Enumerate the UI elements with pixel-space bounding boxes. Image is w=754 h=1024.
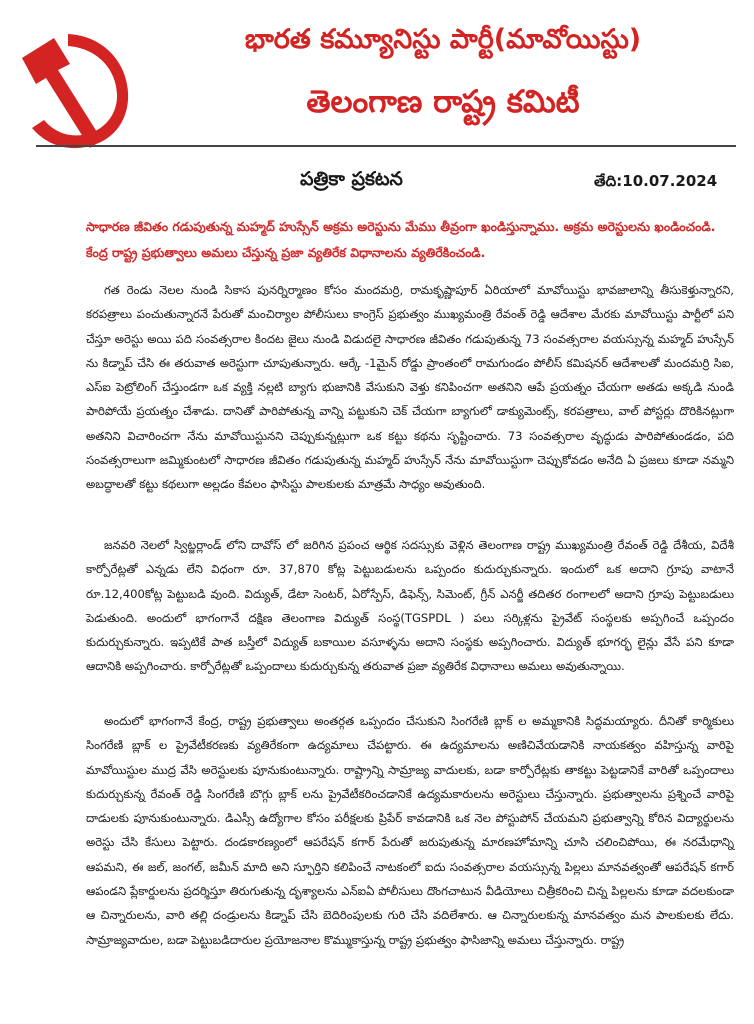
party-name: భారత కమ్యూనిస్టు పార్టీ(మావోయిస్టు) (244, 24, 642, 55)
paragraph: అందులో భాగంగానే కేంద్ర, రాష్ట్ర ప్రభుత్వాలు అంతర్గత ఒప్పందం చేసుకుని సింగరేణి బ్లాక్ ల అమ్మకానికి సిద్ధమయ్యారు. దీనితో కార్మికులు సింగరేణి బ్లాక్ ల ప్రైవేటీకరణకు వ్యతిరేకంగా ఉద్యమాలు చేపట్టారు. ఈ ఉద్యమాలను అణిచివేయడానికి నాయకత్వం వహిస్తున్న వారిపై మావోయిస్టుల ముద్ర వేసి అరెస్టులకు పూనుకుంటున్నారు. రాష్ట్రాన్ని సామ్రాజ్య వాదులకు, బడా కార్పోరేట్లకు తాకట్టు పెట్టడానికే వారితో ఒప్పందాలు కుదుర్చుకున్న రేవంత్ రెడ్డి సింగరేణి బొగ్గు బ్లాక్ లను ప్రైవేటీకరించడానికే ఉద్యమకారులను అరెస్టులు చేస్తున్నారు. ప్రభుత్వాలను ప్రశ్నించే వారిపై దాడులకు పూనుకుంటున్నారు. డిఎస్సీ ఉద్యోగాల కోసం పరీక్షలకు ప్రిపేర్ కావడానికి ఒక నెల పోస్టుపోన్ చేయమని ప్రభుత్వాన్ని కోరిన విద్యార్థులను అరెస్టు చేసి కేసులు పెట్టారు. దండకారణ్యంలో ఆపరేషన్ కగార్ పేరుతో జరుపుతున్న మారణహోమాన్ని చూసి చలించిపోయి, ఈ నరమేధాన్ని ఆపమని, ఈ జల్, జంగల్, జమీన్ మాది అని స్ఫూర్తిని కలిపించే నాటకంలో ఐదు సంవత్సరాల వయస్సున్న పిల్లలు మానవత్వంతో ఆపరేషన్ కగార్ ఆపండని ప్లేకార్డులను ప్రదర్శిస్తూ తిరుగుతున్న దృశ్యాలను ఎన్ఐఏ పోలీసులు దొంగచాటున వీడియోలు చిత్రీకరించి చిన్న పిల్లలను కూడా వదలకుండా ఆ చిన్నారులను, వారి తల్లి దండ్రులను కిడ్నాప్ చేసి బెదిరింపులకు గురి చేసి వదిలేశారు. ఆ చిన్నారులకున్న మానవత్వం మన పాలకులకు లేదు. సామ్రాజ్యవాదుల, బడా పెట్టుబడిదారుల ప్రయోజనాల కొమ్ముకాస్తున్న రాష్ట్ర ప్రభుత్వం ఫాసిజాన్ని అమలు చేస్తున్నారు. రాష్ట్ర (86, 714, 734, 947)
committee-name: తెలంగాణ రాష్ట్ర కమిటీ (306, 84, 580, 120)
paragraph: జనవరి నెలలో స్విట్జర్లాండ్ లోని దావోస్ లో జరిగిన ప్రపంచ ఆర్థిక సదస్సుకు వెళ్లిన తెలంగాణ రాష్ట్ర ముఖ్యమంత్రి రేవంత్ రెడ్డి దేశీయ, విదేశీ కార్పోరేట్లతో ఎన్నడు లేని విధంగా రూ. 37,870 కోట్ల పెట్టుబడులను ఒప్పందం కుదుర్చుకున్నారు. ఇందులో ఒక అదాని గ్రూపు వాటానే రూ.12,400కోట్ల పెట్టుబడి వుంది. విద్యుత్, డేటా సెంటర్, ఏరోస్పేస్, డిఫెన్స్, సిమెంట్, గ్రీన్ ఎనర్జీ తదితర రంగాలలో అదాని గ్రూపు పెట్టుబడులు పెడుతుంది. అందులో భాగంగానే దక్షిణ తెలంగాణ విద్యుత్ సంస్థ(TGSPDL ) పలు సర్కిళ్లను ప్రైవేట్ సంస్థలకు అప్పగించే ఒప్పందం కుదుర్చుకున్నారు. ఇప్పటికే పాత బస్తీలో విద్యుత్ బకాయిల వసూళ్ళను అదాని సంస్థకు అప్పగించారు. విద్యుత్ భూగర్భ లైన్లు వేసే పని కూడా ఆదానికి అప్పగించారు. కార్పోరేట్లతో ఒప్పందాలు కుదుర్చుకున్న తరువాత ప్రజా వ్యతిరేక విధానాలు అమలు అవుతున్నాయి. (86, 538, 734, 674)
paragraph: గత రెండు నెలల నుండి సికాస పునర్నిర్మాణం కోసం మందమర్రి, రామకృష్ణాపూర్ ఏరియాలో మావోయిస్టు భావజాలాన్ని తీసుకెళ్తున్నారని, కరపత్రాలు పంచుతున్నారనే పేరుతో మంచిర్యాల పోలీసులు కాంగ్రెస్ ప్రభుత్వం ముఖ్యమంత్రి రేవంత్ రెడ్డి ఆదేశాల మేరకు మావోయిస్టు పార్టీలో పని చేస్తూ అరెస్టు అయి పది సంవత్సరాల కిందట జైలు నుండి విడుదలై సాధారణ జీవితం గడుపుతున్న 73 సంవత్సరాల వయస్సున్న మహ్మద్ హుస్సేన్ ను కిడ్నాప్ చేసి ఈ తరువాత అరెస్టుగా చూపుతున్నారు. ఆర్కే -1మైన్ రోడ్డు ప్రాంతంలో రామగుండం పోలీస్ కమిషనర్ ఆదేశాలతో మందమర్రి సిఐ, ఎస్ఐ పెట్రోలింగ్ చేస్తుండగా ఒక వ్యక్తి నల్లటి బ్యాగు భుజానికి వేసుకుని వెళ్తు కనిపించగా అతనిని ఆపే ప్రయత్నం చేయగా అతడు అక్కడి నుండి పారిపోయే ప్రయత్నం చేశాడు. దానితో పారిపోతున్న వాన్ని పట్టుకుని చెక్ చేయగా బ్యాగులో డాక్యుమెంట్స్, కరపత్రాలు, వాల్ పోస్టర్లు దొరికినట్లుగా అతనిని విచారించగా నేను మావోయిస్టునని చెప్పుకున్నట్లుగా ఒక కట్టు కథను సృష్టించారు. 73 సంవత్సరాల వృద్ధుడు పారిపోతుండడం, పది సంవత్సరాలుగా జమ్మికుంటలో సాధారణ జీవితం గడుపుతున్న మహ్మద్ హుస్సేన్ నేను మావోయిస్టుగా చెప్పుకోవడం అనేది ఏ ప్రజలు కూడా నమ్మని అబద్ధాలతో కట్టు కథలుగా అల్లడం కేవలం ఫాసిస్టు పాలకులకు మాత్రమే సాధ్యం అవుతుంది. (86, 283, 734, 492)
release-date: తేది:10.07.2024 (594, 172, 718, 190)
header-divider (36, 145, 736, 147)
hammer-and-sickle-icon (14, 24, 140, 152)
press-release-heading: పత్రికా ప్రకటన (300, 168, 403, 190)
lead-statement: సాధారణ జీవితం గడుపుతున్న మహ్మద్ హుస్సేన్ అక్రమ అరెస్టును మేము తీవ్రంగా ఖండిస్తున్నాము. అక్రమ అరెస్టులను ఖండించండి. కేంద్ర రాష్ట్ర ప్రభుత్వాలు అమలు చేస్తున్న ప్రజా వ్యతిరేక విధానాలను వ్యతిరేకించండి. (86, 219, 716, 260)
